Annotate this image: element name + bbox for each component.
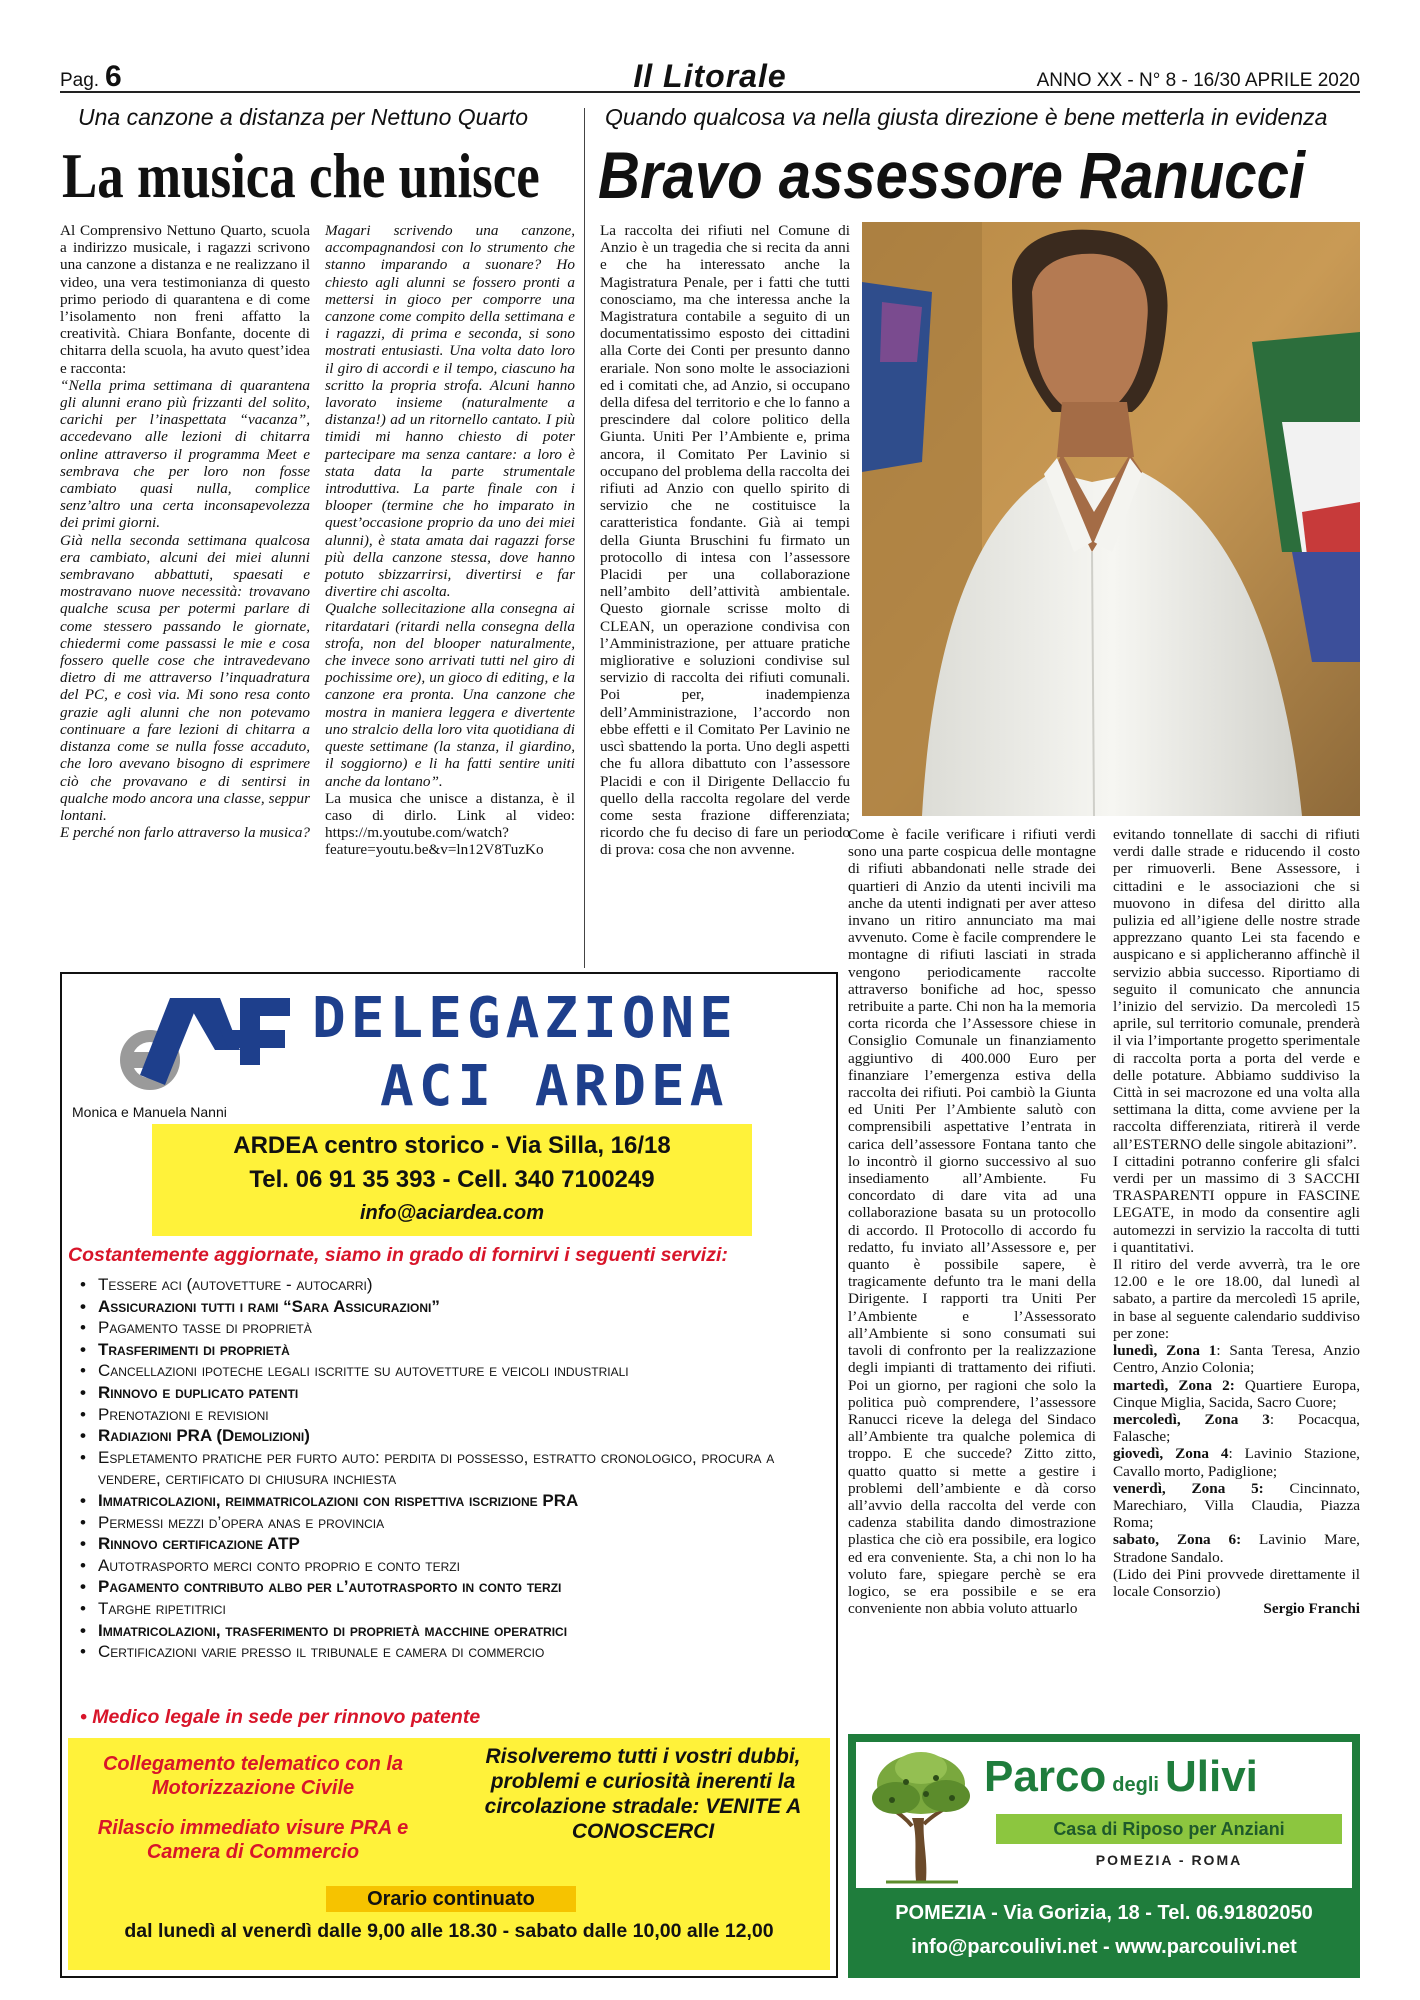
article1-kicker: Una canzone a distanza per Nettuno Quarto (78, 104, 529, 130)
aci-title-line1: DELEGAZIONE (312, 986, 738, 1051)
parco-web[interactable]: info@parcoulivi.net - www.parcoulivi.net (911, 1936, 1297, 1958)
list-item: • Prenotazioni e revisioni (78, 1404, 818, 1426)
parco-name (984, 1752, 1258, 1802)
assessore-photo (862, 222, 1360, 816)
zone-entry: sabato, Zona 6: Lavinio Mare, Stradone Sandalo. (1113, 1531, 1360, 1566)
list-item: • Certificazioni varie presso il tribunale e camera di commercio (78, 1641, 818, 1663)
zone-entry: venerdì, Zona 5: Cincinnato, Marechiaro, Villa Claudia, Piazza Roma; (1113, 1479, 1360, 1532)
parco-logo-panel (856, 1742, 1352, 1888)
page-label: Pag. (60, 70, 100, 91)
aci-risolveremo: Risolveremo tutti i vostri dubbi, problemi e curiosità inerenti la circolazione stradale: VENITE A CONOSCERCI (484, 1745, 802, 1843)
list-item: • Rinnovo e duplicato patenti (78, 1382, 818, 1404)
article1-video-link[interactable]: La musica che unisce a distanza, è il caso di dirlo. Link al video: https://m.youtube.com/watch?feature=youtu.be&v=ln12V8TuzKo (325, 789, 575, 859)
parco-location: POMEZIA - ROMA (1095, 1852, 1243, 1868)
aci-ardea-advert (60, 972, 838, 1978)
aci-services-list (78, 1274, 818, 1663)
article1-paragraph: E perché non farlo attraverso la musica? (60, 824, 311, 842)
zone-entry: mercoledì, Zona 3: Pocacqua, Falasche; (1113, 1410, 1360, 1446)
aci-collegamento: Collegamento telematico con la Motorizzazione Civile (102, 1753, 404, 1799)
parco-degli-ulivi-advert (848, 1734, 1360, 1978)
article1-paragraph: Già nella seconda settimana qualcosa era cambiato, alcuni dei miei alunni sembravano abbattuti, spaesati e mostravano nuove necessità: trovavano qualche scusa per potermi parlare di come stessero passando le giornate, chiedermi come passassi le mie e cosa fossero quelle cose che intravedevano dietro di me attraverso l’inquadratura del PC, e così via. Mi sono resa conto grazie agli alunni che non potevamo continuare a fare lezioni di chitarra a distanza come se nulla fosse accaduto, che loro avevano bisogno di esprimere ciò che provavano e di sentirsi in qualche modo ancora una classe, seppur lontani. (60, 531, 310, 824)
issue-info: ANNO XX - N° 8 - 16/30 APRILE 2020 (1036, 70, 1360, 91)
article2-paragraph: evitando tonnellate di sacchi di rifiuti verdi dalle strade e riducendo il costo per rimuoverli. Bene Assessore, i cittadini e le associazioni che si muovono in difesa del diritto alla pulizia ed all’igiene delle nostre strade apprezzano quanto Lei sta facendo e auspicano e si applicheranno affinchè il servizio abbia successo. Riportiamo di seguito il comunicato che annuncia l’inizio del servizio. Da mercoledì 15 aprile, sul territorio comunale, prenderà il via l’importante progetto sperimentale di raccolta porta a porta del verde e delle potature. Abbiamo suddiviso la Città in sei macrozone ed una volta alla settimana la ditta, come avviene per la raccolta differenziata, ritirerà il verde all’ESTERNO delle singole abitazioni”. (1113, 826, 1360, 1153)
aci-medico-note: • Medico legale in sede per rinnovo patente (80, 1706, 481, 1728)
zone-entry: lunedì, Zona 1: Santa Teresa, Anzio Centro, Anzio Colonia; (1113, 1342, 1360, 1377)
aci-title-line2: ACI ARDEA (380, 1054, 729, 1119)
header-rule (60, 91, 1360, 93)
article2-signature: Sergio Franchi (1263, 1600, 1360, 1618)
article1-headline: La musica che unisce (62, 141, 540, 211)
parco-name-word: Ulivi (1164, 1752, 1258, 1801)
list-item: • Assicurazioni tutti i rami “Sara Assicurazioni” (78, 1296, 818, 1318)
article1-paragraph: Magari scrivendo una canzone, accompagnandosi con lo strumento che stanno imparando a suonare? Ho chiesto agli alunni se fossero pronti a mettersi in gioco per comporre una canzone come compito della settimana e i ragazzi, di prima e seconda, si sono mostrati entusiasti. Una volta dato loro il giro di accordi e il tempo, ciascuno ha scritto la propria strofa. Alcuni hanno lavorato insieme (naturalmente a distanza!) ad un ritornello cantato. I più timidi mi hanno chiesto di poter partecipare ma senza cantare: a loro è stata data la parte strumentale introduttiva. La parte finale con i blooper (termine che ho imparato in quest’occasione proprio da uno dei miei alunni), è stata amata dai ragazzi forse più della canzone stessa, dove hanno potuto sbizzarrirsi, divertirsi e far divertire chi ascolta. (325, 222, 575, 601)
aci-info-box (68, 1738, 830, 1970)
article2-paragraph: I cittadini potranno conferire gli sfalci verdi per un massimo di 3 SACCHI TRASPARENTI oppure in FASCINE LEGATE, in modo da consentire agli automezzi in servizio la raccolta di tutti i quantitativi. (1113, 1152, 1360, 1256)
list-item: • Tessere aci (autovetture - autocarri) (78, 1274, 818, 1296)
article2-column-1 (600, 222, 850, 859)
article2-headline: Bravo assessore Ranucci (598, 138, 1306, 212)
masthead: Il Litorale (633, 58, 787, 94)
list-item: • Pagamento contributo albo per l’autotrasporto in conto terzi (78, 1576, 818, 1598)
article2-paragraph: Il ritiro del verde avverrà, tra le ore 12.00 e le ore 18.00, dal lunedì al sabato, a partire da mercoledì 15 aprile, in base al seguente calendario suddiviso per zone: (1113, 1256, 1360, 1342)
parco-address: POMEZIA - Via Gorizia, 18 - Tel. 06.91802050 (895, 1902, 1313, 1924)
article2-note: (Lido dei Pini provvede direttamente il locale Consorzio) (1113, 1565, 1360, 1600)
list-item: • Trasferimenti di proprietà (78, 1339, 818, 1361)
list-item: • Permessi mezzi d’opera anas e provincia (78, 1512, 818, 1534)
aci-phone: Tel. 06 91 35 393 - Cell. 340 7100249 (249, 1166, 655, 1193)
list-item: • Immatricolazioni, reimmatricolazioni con rispettiva iscrizione PRA (78, 1490, 818, 1512)
article1-paragraph: Al Comprensivo Nettuno Quarto, scuola a indirizzo musicale, i ragazzi scrivono una canzone a distanza e ne realizzano il video, una vera testimonianza di questo primo periodo di quarantena e di come l’isolamento non freni affatto la creatività. Chiara Bonfante, docente di chitarra della scuola, ha avuto quest’idea e racconta: (60, 222, 310, 377)
parco-name-word: degli (1112, 1774, 1159, 1796)
aci-rilascio: Rilascio immediato visure PRA e Camera di Commercio (97, 1817, 409, 1863)
article2-column-2 (848, 826, 1096, 1617)
zone-entry: giovedì, Zona 4: Lavinio Stazione, Cavallo morto, Padiglione; (1113, 1445, 1360, 1480)
article2-paragraph: La raccolta dei rifiuti nel Comune di Anzio è un tragedia che si recita da anni e che ha interessato anche la Magistratura Penale, per i fatti che tutti conosciamo, ma che interessa anche la Magistratura contabile a seguito di un documentatissimo esposto dei cittadini alla Corte dei Conti per presunto danno erariale. Non sono molte le associazioni ed i comitati che, ad Anzio, si occupano della difesa del territorio e che lo fanno a prescindere dal colore politico della Giunta. Uniti Per l’Ambiente e, prima ancora, il Comitato Per Lavinio si occupano del problema della raccolta dei rifiuti ad Anzio con quello spirito di servizio che ne costituisce la caratteristica fondante. Già ai tempi della Giunta Bruschini fu firmato un protocollo di intesa con l’assessore Placidi per una collaborazione nell’ambito dell’attività ambientale. Questo giornale scrisse molto di CLEAN, un operazione condivisa con l’Amministrazione, per attuare pratiche migliorative e soluzioni condivise sul servizio di raccolta dei rifiuti comunali. Poi per, inadempienza dell’Amministrazione, l’accordo non ebbe effetti e il Comitato Per Lavinio ne uscì sbattendo la porta. Uno degli aspetti che fu allora dibattuto con l’assessore Placidi e con il Dirigente Dellaccio fu quello della raccolta regolare del verde come sesta frazione differenziata; ricordo che fu deciso di fare un periodo di prova: cosa che non avvenne. (600, 222, 850, 859)
aci-address: ARDEA centro storico - Via Silla, 16/18 (233, 1132, 671, 1159)
article1-paragraph: “Nella prima settimana di quarantena gli alunni erano più frizzanti del solito, carichi per l’inaspettata “vacanza”, accedevano alle lezioni di chitarra online attraverso il programma Meet e sembrava che per loro non fosse cambiato quasi nulla, complice senz’altro una certa inconsapevolezza dei primi giorni. (60, 376, 310, 532)
article2-paragraph: Come è facile verificare i rifiuti verdi sono una parte cospicua delle montagne di rifiuti abbandonati nelle strade dei quartieri di Anzio da utenti incivili ma anche da utenti indignati per aver atteso invano un ritiro annunciato ma mai avvenuto. Come è facile comprendere le montagne di rifiuti lasciati in strada vengono periodicamente raccolte attraverso bonifiche ad hoc, spesso retribuite a parte. Chi non ha la memoria corta ricorda che l’Assessore chiese in Consiglio Comunale un finanziamento aggiuntivo di 400.000 Euro per finanziare l’emergenza estiva della raccolta dei rifiuti. Poi cambiò la Giunta ed Uniti Per l’Ambiente salutò con comprensibili aspettative l’entrata in carica dell’assessore Fontana tanto che lo incontrò il giorno successivo al suo insediamento all’Ambiente. Fu concordato di dare vita ad una collaborazione basata su un protocollo di accordo. Il Protocollo di accordo fu redatto, fu inviato all’Assessore e, per quanto è possibile sapere, è tragicamente defunto tra le mani della Dirigente. I rapporti tra Uniti Per l’Ambiente e l’Assessorato all’Ambiente si sono consumati sui tavoli di confronto per la realizzazione degli impianti di trattamento dei rifiuti. Poi un giorno, per ragioni che solo la politica può comprendere, l’assessore Ranucci riceve la delega del Sindaco all’Ambiente tra qualche polemica di troppo. E che succede? Zitto zitto, quatto quatto si mette a gestire i problemi dell’ambiente e dà corso all’avvio della raccolta del verde con cadenza stabilita dando dimostrazione plastica che ciò era possibile, era logico ed era conveniente. Sta, a chi non lo ha voluto fare, spiegare perchè se era logico, se era possibile e se era conveniente non abbia voluto attuarlo (848, 826, 1096, 1618)
article2-column-3 (1113, 826, 1360, 1617)
page-number: 6 (105, 60, 122, 93)
aci-logo-icon (90, 990, 300, 1090)
list-item: • Immatricolazioni, trasferimento di proprietà macchine operatrici (78, 1620, 818, 1642)
list-item: • Cancellazioni ipoteche legali iscritte su autovetture e veicoli industriali (78, 1360, 818, 1382)
column-divider (584, 108, 585, 968)
aci-hours-title: Orario continuato (326, 1886, 576, 1912)
article2-kicker: Quando qualcosa va nella giusta direzione è bene metterla in evidenza (605, 104, 1328, 130)
list-item: • Autotrasporto merci conto proprio e conto terzi (78, 1555, 818, 1577)
list-item: • Pagamento tasse di proprietà (78, 1317, 818, 1339)
olive-tree-icon (866, 1746, 976, 1884)
aci-contact-box (152, 1124, 752, 1236)
parco-name-word: Parco (984, 1752, 1107, 1801)
aci-services-intro: Costantemente aggiornate, siamo in grado di fornirvi i seguenti servizi: (68, 1244, 728, 1266)
list-item: • Espletamento pratiche per furto auto: perdita di possesso, estratto cronologico, procura a vendere, certificato di chiusura inchiesta (78, 1447, 818, 1490)
aci-email[interactable]: info@aciardea.com (359, 1202, 544, 1224)
zone-entry: martedì, Zona 2: Quartiere Europa, Cinque Miglia, Sacida, Sacro Cuore; (1113, 1376, 1360, 1411)
aci-owners: Monica e Manuela Nanni (72, 1104, 227, 1120)
portrait-illustration (862, 222, 1360, 816)
article1-column-1 (60, 222, 310, 841)
list-item: • Targhe ripetitrici (78, 1598, 818, 1620)
list-item: • Rinnovo certificazione ATP (78, 1533, 818, 1555)
article1-paragraph: Qualche sollecitazione alla consegna ai ritardatari (ritardi nella consegna della strofa, non del blooper naturalmente, che invece sono arrivati tutti nel giro di pochissime ore), un gioco di editing, e la canzone era pronta. Una canzone che mostra in maniera leggera e divertente uno stralcio della loro vita quotidiana di queste settimane (la stanza, il giardino, il soggiorno) e li ha fatti sentire uniti anche da lontano”. (325, 600, 575, 790)
aci-hours: dal lunedì al venerdì dalle 9,00 alle 18.30 - sabato dalle 10,00 alle 12,00 (124, 1920, 774, 1942)
list-item: • Radiazioni PRA (Demolizioni) (78, 1425, 818, 1447)
parco-subtitle: Casa di Riposo per Anziani (996, 1814, 1342, 1844)
article1-column-2 (325, 222, 575, 859)
